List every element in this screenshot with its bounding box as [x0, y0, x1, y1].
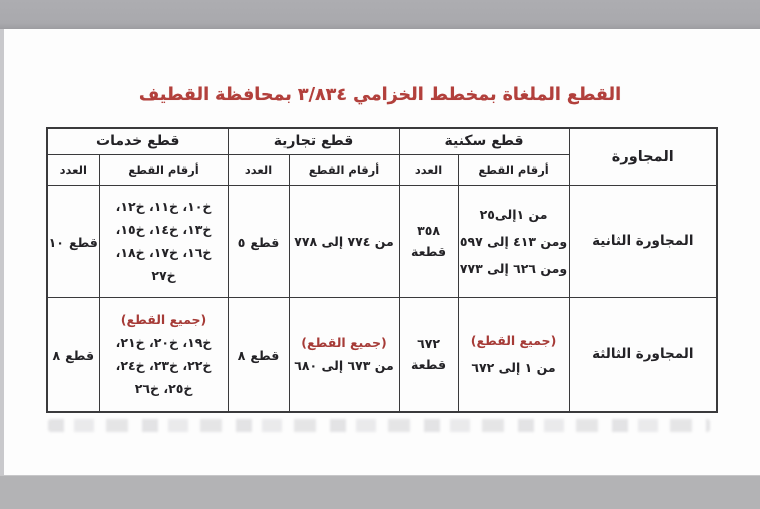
plots-table-container — [46, 127, 718, 413]
header-neighborhood: المجاورة — [569, 128, 717, 185]
commercial-plot-numbers-cell: من ٧٧٤ إلى ٧٧٨ — [289, 185, 399, 297]
residential-count-cell: ٦٧٢ قطعة — [399, 297, 458, 412]
viewer-bottom-bar — [0, 475, 760, 509]
header-commercial-count: العدد — [228, 154, 289, 185]
table-row-third-neighborhood — [47, 297, 717, 412]
neighborhood-cell: المجاورة الثالثة — [569, 297, 717, 412]
viewer-top-bar — [0, 0, 760, 29]
services-count-cell: ١٠ قطع — [47, 185, 99, 297]
header-residential-count: العدد — [399, 154, 458, 185]
header-residential-plot-numbers: أرقام القطع — [458, 154, 569, 185]
all-plots-note: (جميع القطع) — [470, 333, 557, 349]
cancelled-plots-table — [46, 127, 718, 413]
residential-plot-numbers-cell: من ١إلى٢٥ ومن ٤١٣ إلى ٥٩٧ ومن ٦٢٦ إلى ٧٧٣ — [458, 185, 569, 297]
table-row-second-neighborhood — [47, 185, 717, 297]
header-services-count: العدد — [47, 154, 99, 185]
neighborhood-cell: المجاورة الثانية — [569, 185, 717, 297]
commercial-plot-numbers-cell: (جميع القطع) من ٦٧٣ إلى ٦٨٠ — [289, 297, 399, 412]
services-count-cell: ٨ قطع — [47, 297, 99, 412]
header-services-plots: قطع خدمات — [47, 128, 228, 154]
residential-count-cell: ٣٥٨ قطعة — [399, 185, 458, 297]
header-services-plot-numbers: أرقام القطع — [99, 154, 228, 185]
services-plot-numbers-cell: خ١٠، خ١١، خ١٢، خ١٣، خ١٤، خ١٥، خ١٦، خ١٧، خ١٨، خ٢٧ — [99, 185, 228, 297]
header-commercial-plots: قطع تجارية — [228, 128, 399, 154]
commercial-count-cell: ٥ قطع — [228, 185, 289, 297]
all-plots-note: (جميع القطع) — [301, 335, 387, 351]
residential-plot-numbers-cell: (جميع القطع) من ١ إلى ٦٧٢ — [458, 297, 569, 412]
services-plot-numbers-cell: (جميع القطع) خ١٩، خ٢٠، خ٢١، خ٢٢، خ٢٣، خ٢٤، خ٢٥، خ٢٦ — [99, 297, 228, 412]
header-residential-plots: قطع سكنية — [399, 128, 569, 154]
all-plots-note: (جميع القطع) — [120, 312, 207, 328]
showthrough-text-artifact — [48, 419, 710, 432]
commercial-count-cell: ٨ قطع — [228, 297, 289, 412]
header-commercial-plot-numbers: أرقام القطع — [289, 154, 399, 185]
page-title: القطع الملغاة بمخطط الخزامي ٣/٨٣٤ بمحافظة القطيف — [138, 85, 622, 105]
